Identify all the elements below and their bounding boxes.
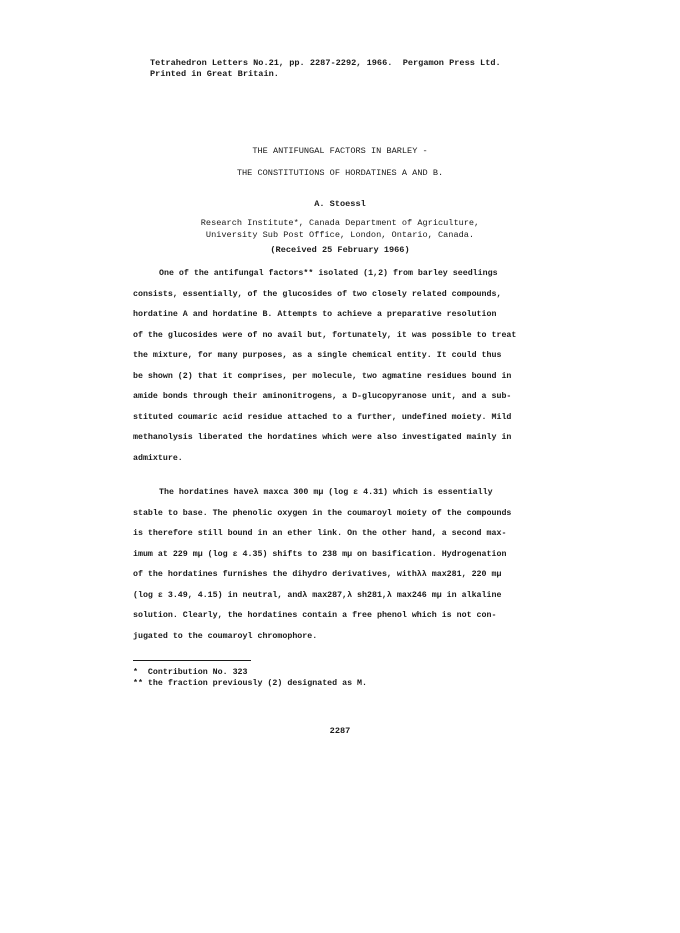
received-date: (Received 25 February 1966) xyxy=(270,245,410,255)
text-line: of the hordatines furnishes the dihydro derivatives, withλλ max281, 220 mμ xyxy=(133,570,502,579)
text-line: solution. Clearly, the hordatines contain a free phenol which is not con- xyxy=(133,611,497,620)
footnote-divider xyxy=(133,660,251,661)
text-line: imum at 229 mμ (log ε 4.35) shifts to 238 mμ on basification. Hydrogenation xyxy=(133,549,507,559)
paragraph-1 xyxy=(133,264,553,469)
text-line: consists, essentially, of the glucosides of two closely related compounds, xyxy=(133,289,502,299)
header-printed: Printed in Great Britain. xyxy=(150,69,279,79)
text-line: is therefore still bound in an ether link. On the other hand, a second max- xyxy=(133,529,507,538)
footnotes xyxy=(133,667,367,689)
page-number: 2287 xyxy=(329,726,351,736)
footnote-1: * Contribution No. 323 xyxy=(133,668,248,677)
text-line: the mixture, for many purposes, as a single chemical entity. It could thus xyxy=(133,351,502,360)
text-line: admixture. xyxy=(133,453,183,463)
footnote-2: ** the fraction previously (2) designated as M. xyxy=(133,679,368,688)
text-line: stituted coumaric acid residue attached to a further, undefined moiety. Mild xyxy=(133,412,512,422)
paragraph-2 xyxy=(133,483,553,647)
text-line: (log ε 3.49, 4.15) in neutral, andλ max287,λ sh281,λ max246 mμ in alkaline xyxy=(133,590,502,600)
text-line: stable to base. The phenolic oxygen in the coumaroyl moiety of the compounds xyxy=(133,508,512,518)
text-line: jugated to the coumaroyl chromophore. xyxy=(133,631,318,641)
text-line: One of the antifungal factors** isolated (1,2) from barley seedlings xyxy=(159,269,498,278)
journal-header xyxy=(150,58,501,80)
text-line: be shown (2) that it comprises, per molecule, two agmatine residues bound in xyxy=(133,371,512,381)
affiliation-line-2: University Sub Post Office, London, Ontario, Canada. xyxy=(205,230,475,240)
title-line-1: THE ANTIFUNGAL FACTORS IN BARLEY - xyxy=(252,146,428,156)
text-line: of the glucosides were of no avail but, fortunately, it was possible to treat xyxy=(133,330,517,340)
text-line: methanolysis liberated the hordatines which were also investigated mainly in xyxy=(133,433,512,442)
text-line: The hordatines haveλ maxca 300 mμ (log ε 4.31) which is essentially xyxy=(159,488,493,497)
header-citation: Tetrahedron Letters No.21, pp. 2287-2292, 1966. Pergamon Press Ltd. xyxy=(150,58,501,68)
title-line-2: THE CONSTITUTIONS OF HORDATINES A AND B. xyxy=(236,168,444,178)
author-name: A. Stoessl xyxy=(314,199,366,209)
text-line: hordatine A and hordatine B. Attempts to achieve a preparative resolution xyxy=(133,310,497,319)
affiliation-line-1: Research Institute*, Canada Department of Agriculture, xyxy=(200,218,480,228)
text-line: amide bonds through their aminonitrogens, a D-glucopyranose unit, and a sub- xyxy=(133,392,512,401)
